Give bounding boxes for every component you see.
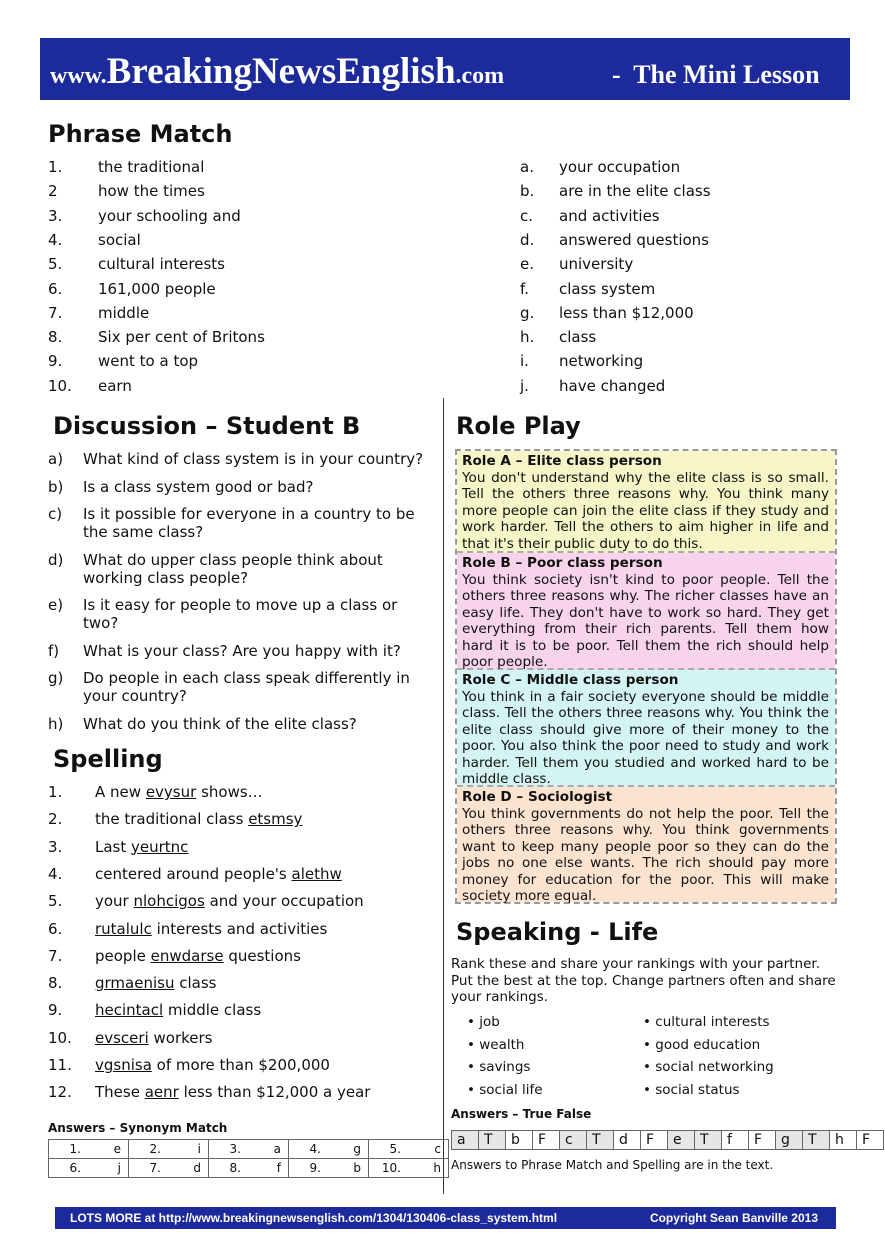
question-letter: c) — [48, 505, 63, 523]
item-text: earn — [98, 376, 132, 395]
role-text: You think in a fair society everyone should be middle class. Tell the others three reasons why. You think the elite class should give more of their money to the poor. You also think the poor need to study and work harder. Tell them you studied and worked hard to be middle class. — [462, 688, 829, 787]
copyright: Copyright Sean Banville 2013 — [649, 1211, 818, 1225]
question-letter: g) — [48, 669, 64, 687]
question-text: Is it possible for everyone in a country to be the same class? — [83, 505, 415, 541]
tf-row — [452, 1131, 884, 1150]
answer-value: h — [433, 1161, 441, 1175]
bullet-text: social life — [479, 1082, 543, 1099]
speaking-bullet — [467, 1059, 530, 1075]
item-letter: e. — [520, 255, 534, 274]
item-text: your occupation — [559, 158, 681, 176]
tf-cell: d — [614, 1131, 641, 1150]
answer-value: f — [276, 1161, 281, 1175]
item-letter: j. — [520, 376, 529, 395]
item-number: 2. — [48, 810, 63, 829]
spelling-sentence — [95, 865, 342, 883]
role-title: Role C – Middle class person — [462, 672, 679, 688]
answer-value: i — [197, 1142, 201, 1156]
answer-value: b — [353, 1161, 361, 1175]
answers-tf-table — [451, 1130, 884, 1150]
item-number: 4. — [48, 864, 63, 883]
answer-value: j — [117, 1161, 121, 1175]
item-number: 5. — [48, 892, 63, 911]
answer-cell — [289, 1159, 369, 1178]
tf-cell: b — [506, 1131, 533, 1150]
role-card — [457, 670, 835, 787]
text-after: less than $12,000 a year — [178, 1083, 371, 1102]
item-number: 11. — [48, 1056, 72, 1074]
role-text: You don't understand why the elite class is so small. Tell the others three reasons why. You think many more people can join the elite class if they study and work harder. Tell the others to aim higher in life and that it's their public duty to do this. — [462, 469, 829, 552]
text-after: shows… — [196, 783, 263, 801]
item-text: class — [559, 328, 597, 347]
item-number: 9. — [48, 1001, 63, 1020]
item-letter: a. — [520, 158, 534, 176]
item-number: 3. — [48, 206, 63, 225]
role-card — [457, 451, 835, 553]
spelling-title: Spelling — [53, 745, 163, 773]
bullet-icon: • — [643, 1059, 656, 1076]
item-text: cultural interests — [98, 255, 225, 274]
bullet-text: social networking — [655, 1059, 774, 1076]
scrambled-word: hecintacl — [95, 1001, 164, 1020]
answer-value: g — [353, 1142, 361, 1156]
item-letter: b. — [520, 182, 535, 201]
item-text: social — [98, 230, 141, 249]
role-title: Role A – Elite class person — [462, 453, 662, 469]
tf-cell: e — [668, 1131, 695, 1150]
answer-value: c — [434, 1142, 441, 1156]
item-number: 7. — [48, 303, 63, 322]
speaking-bullet — [643, 1082, 740, 1098]
item-number: 3. — [48, 837, 63, 856]
item-letter: h. — [520, 328, 535, 347]
answer-number: 9. — [309, 1161, 321, 1175]
item-number: 4. — [48, 230, 63, 249]
text-after: class — [174, 974, 217, 993]
text-after: questions — [223, 946, 301, 965]
answer-value: e — [113, 1142, 121, 1156]
answer-number: 10. — [381, 1161, 401, 1175]
item-number: 12. — [48, 1083, 72, 1102]
answer-cell — [369, 1140, 449, 1159]
spelling-sentence — [95, 974, 216, 992]
answers-synonym-title: Answers – Synonym Match — [48, 1121, 228, 1135]
question-letter: a) — [48, 450, 64, 468]
bullet-text: cultural interests — [655, 1014, 770, 1030]
question-letter: e) — [48, 596, 64, 614]
answer-cell — [209, 1140, 289, 1159]
bullet-icon: • — [643, 1082, 656, 1099]
scrambled-word: vgsnisa — [95, 1056, 152, 1074]
answer-value: d — [193, 1161, 201, 1175]
question-text: Is it easy for people to move up a class or two? — [83, 596, 398, 632]
answers-tf-title: Answers – True False — [451, 1107, 592, 1121]
item-letter: c. — [520, 206, 534, 225]
item-number: 9. — [48, 352, 63, 371]
speaking-bullet — [467, 1037, 525, 1053]
item-text: and activities — [559, 206, 660, 225]
question-text: Is a class system good or bad? — [83, 478, 314, 496]
text-after: and your occupation — [204, 892, 364, 911]
answer-number: 7. — [149, 1161, 161, 1175]
role-play-title: Role Play — [456, 412, 581, 440]
role-title: Role D – Sociologist — [462, 789, 613, 805]
tf-cell: T — [695, 1131, 722, 1150]
text-before: the traditional class — [95, 810, 249, 829]
item-letter: f. — [520, 279, 529, 298]
answers-synonym-table — [48, 1139, 449, 1178]
answer-cell — [369, 1159, 449, 1178]
tf-cell: F — [857, 1131, 884, 1150]
text-after: of more than $200,000 — [151, 1056, 330, 1074]
bullet-icon: • — [467, 1059, 480, 1076]
item-text: went to a top — [98, 352, 199, 371]
item-text: networking — [559, 352, 644, 371]
column-divider — [443, 398, 444, 1194]
speaking-bullet — [643, 1014, 770, 1030]
scrambled-word: grmaenisu — [95, 974, 175, 993]
question-text: What is your class? Are you happy with it? — [83, 642, 401, 660]
scrambled-word: alethw — [291, 864, 342, 883]
speaking-bullet — [643, 1059, 774, 1075]
item-text: the traditional — [98, 158, 205, 176]
spelling-sentence — [95, 1001, 261, 1019]
item-text: your schooling and — [98, 206, 241, 225]
text-before: These — [95, 1083, 145, 1102]
scrambled-word: yeurtnc — [131, 837, 189, 856]
spelling-sentence — [95, 838, 188, 856]
discussion-title: Discussion – Student B — [53, 412, 361, 440]
tf-cell: f — [722, 1131, 749, 1150]
question-text: What do upper class people think about working class people? — [83, 551, 383, 587]
answer-row — [49, 1140, 449, 1159]
spelling-sentence — [95, 810, 302, 828]
text-before: people — [95, 946, 151, 965]
question-text: Do people in each class speak differently in your country? — [83, 669, 410, 705]
bullet-icon: • — [643, 1036, 656, 1053]
answer-number: 5. — [389, 1142, 401, 1156]
tf-cell: a — [452, 1131, 479, 1150]
item-text: Six per cent of Britons — [98, 328, 265, 347]
speaking-bullet — [643, 1037, 760, 1053]
question-letter: b) — [48, 478, 64, 496]
tf-cell: h — [830, 1131, 857, 1150]
role-play-box — [455, 449, 837, 904]
scrambled-word: etsmsy — [248, 810, 303, 829]
spelling-sentence — [95, 892, 364, 910]
text-before: Last — [95, 837, 132, 856]
question-text: What do you think of the elite class? — [83, 715, 357, 733]
scrambled-word: enwdarse — [150, 946, 224, 965]
item-text: how the times — [98, 182, 205, 201]
speaking-bullet — [467, 1082, 543, 1098]
tf-cell: c — [560, 1131, 587, 1150]
spelling-sentence — [95, 1083, 370, 1101]
role-text: You think society isn't kind to poor people. Tell the others three reasons why. The richer classes have an easy life. They don't have to work so hard. They get everything from their rich parents. Tell them how hard it is to be poor. Tell them the rich should help poor people. — [462, 571, 829, 670]
lesson-type: - The Mini Lesson — [612, 60, 820, 89]
text-after: interests and activities — [151, 919, 328, 938]
bullet-icon: • — [467, 1014, 480, 1030]
item-letter: i. — [520, 352, 529, 371]
bullet-icon: • — [643, 1014, 656, 1030]
answer-row — [49, 1159, 449, 1178]
item-text: have changed — [559, 376, 666, 395]
spelling-sentence — [95, 920, 327, 938]
answer-cell — [209, 1159, 289, 1178]
item-number: 2 — [48, 182, 58, 201]
item-number: 7. — [48, 946, 63, 965]
answer-number: 8. — [229, 1161, 241, 1175]
role-title: Role B – Poor class person — [462, 555, 663, 571]
role-text: You think governments do not help the poor. Tell the others three reasons why. You think governments want to keep many people poor so they can do the jobs no one else wants. The rich should pay more money for education for the poor. This will make society more equal. — [462, 805, 829, 904]
item-number: 5. — [48, 255, 63, 274]
spelling-sentence — [95, 1029, 212, 1047]
scrambled-word: rutalulc — [95, 919, 152, 938]
spelling-sentence — [95, 783, 263, 801]
tf-cell: g — [776, 1131, 803, 1150]
answers-note: Answers to Phrase Match and Spelling are in the text. — [451, 1158, 774, 1172]
footer-link[interactable]: LOTS MORE at http://www.breakingnewsenglish.com/1304/130406-class_system.html — [70, 1211, 558, 1225]
item-letter: d. — [520, 230, 535, 249]
item-text: middle — [98, 303, 150, 322]
item-number: 8. — [48, 328, 63, 347]
speaking-title: Speaking - Life — [456, 918, 659, 946]
answer-value: a — [273, 1142, 281, 1156]
footer — [55, 1207, 836, 1229]
speaking-intro: Rank these and share your rankings with your partner. Put the best at the top. Change partners often and share your rankings. — [451, 956, 836, 1005]
question-letter: h) — [48, 715, 64, 733]
item-text: university — [559, 255, 634, 274]
answer-number: 6. — [69, 1161, 81, 1175]
item-number: 1. — [48, 783, 63, 801]
item-number: 6. — [48, 279, 63, 298]
speaking-bullet — [467, 1014, 500, 1030]
bullet-text: wealth — [479, 1036, 525, 1053]
text-after: middle class — [163, 1001, 262, 1020]
answer-cell — [289, 1140, 369, 1159]
item-text: class system — [559, 279, 656, 298]
bullet-text: job — [479, 1014, 500, 1030]
spelling-sentence — [95, 947, 301, 965]
item-text: less than $12,000 — [559, 303, 694, 322]
tf-cell: F — [641, 1131, 668, 1150]
item-number: 10. — [48, 376, 72, 395]
answer-cell — [49, 1159, 129, 1178]
scrambled-word: evysur — [145, 783, 197, 801]
role-card — [457, 787, 835, 902]
bullet-text: savings — [479, 1059, 531, 1076]
text-before: A new — [95, 783, 146, 801]
spelling-sentence — [95, 1056, 330, 1074]
question-text: What kind of class system is in your country? — [83, 450, 424, 468]
item-letter: g. — [520, 303, 535, 322]
item-text: are in the elite class — [559, 182, 711, 201]
bullet-text: good education — [655, 1036, 761, 1053]
text-after: workers — [148, 1028, 213, 1047]
scrambled-word: evsceri — [95, 1028, 149, 1047]
item-text: 161,000 people — [98, 279, 216, 298]
tf-cell: T — [587, 1131, 614, 1150]
item-number: 10. — [48, 1028, 72, 1047]
answer-cell — [49, 1140, 129, 1159]
answer-number: 4. — [309, 1142, 321, 1156]
item-text: answered questions — [559, 230, 709, 249]
answer-cell — [129, 1159, 209, 1178]
tf-cell: F — [749, 1131, 776, 1150]
text-before: your — [95, 892, 134, 911]
answer-number: 2. — [149, 1142, 161, 1156]
question-letter: f) — [48, 642, 60, 660]
tf-cell: T — [803, 1131, 830, 1150]
header-banner — [40, 38, 850, 100]
bullet-text: social status — [655, 1082, 740, 1099]
role-card — [457, 553, 835, 670]
bullet-icon: • — [467, 1082, 480, 1099]
tf-cell: F — [533, 1131, 560, 1150]
scrambled-word: nlohcigos — [133, 892, 205, 911]
item-number: 8. — [48, 974, 63, 993]
answer-number: 1. — [69, 1142, 81, 1156]
phrase-match-title: Phrase Match — [48, 120, 233, 148]
text-before: centered around people's — [95, 864, 292, 883]
answer-number: 3. — [229, 1142, 241, 1156]
item-number: 1. — [48, 158, 63, 176]
item-number: 6. — [48, 919, 63, 938]
bullet-icon: • — [467, 1036, 480, 1053]
scrambled-word: aenr — [144, 1083, 179, 1102]
site-title: www.BreakingNewsEnglish.com — [50, 51, 505, 92]
tf-cell: T — [479, 1131, 506, 1150]
answer-cell — [129, 1140, 209, 1159]
question-letter: d) — [48, 551, 64, 569]
